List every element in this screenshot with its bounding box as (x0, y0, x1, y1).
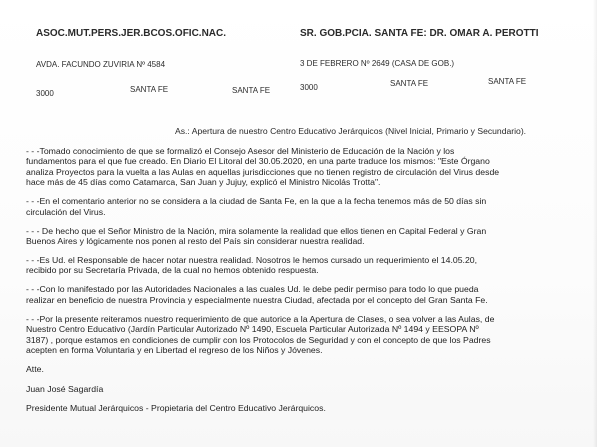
sender-street: AVDA. FACUNDO ZUVIRIA Nº 4584 (36, 60, 166, 69)
salutation: Atte. (26, 364, 44, 375)
paragraph-line: analiza Proyectos para la vuelta a las Aulas en aquellas jurisdicciones que no tienen registro de circulación del Virus desde (26, 166, 500, 177)
paragraph-line: Nuestro Centro Educativo (Jardín Particular Autorizado Nº 1490, Escuela Particular Autorizada Nº 1494 y EESOPA Nº (26, 324, 479, 335)
paragraph (26, 226, 586, 247)
paragraph (26, 146, 586, 188)
closing-block (26, 364, 586, 414)
recipient-street: 3 DE FEBRERO Nº 2649 (CASA DE GOB.) (300, 59, 455, 68)
paragraph-line: acepten en forma Voluntaria y en Libertad el regreso de los Niños y Jóvenes. (26, 345, 323, 356)
recipient-zip: 3000 (300, 83, 318, 92)
paragraph-line: hace más de 45 días como Catamarca, San Juan y Jujuy, explicó el Ministro Nicolás Trotta". (26, 177, 381, 188)
sender-city: SANTA FE (130, 85, 169, 94)
sender-name: ASOC.MUT.PERS.JER.BCOS.OFIC.NAC. (36, 28, 227, 39)
signer-name: Juan José Sagardía (26, 383, 104, 394)
paragraph-line: circulación del Virus. (26, 206, 106, 217)
sender-zip: 3000 (36, 89, 54, 98)
paragraph-line: - - -Con lo manifestado por las Autoridades Nacionales a las cuales Ud. le debe pedir permiso para todo lo que pueda (26, 284, 479, 295)
paragraph (26, 284, 586, 305)
sender-province: SANTA FE (232, 86, 271, 95)
recipient-name: SR. GOB.PCIA. SANTA FE: DR. OMAR A. PEROTTI (300, 28, 539, 39)
recipient-province: SANTA FE (488, 77, 527, 86)
paragraph-line: - - -En el comentario anterior no se considera a la ciudad de Santa Fe, en la que a la fecha tenemos más de 50 días sin (26, 196, 487, 207)
paragraph-line: 3187) , porque estamos en condiciones de cumplir con los Protocolos de Seguridad y con el concepto de que los Padres (26, 334, 491, 345)
paragraph-line: - - -Es Ud. el Responsable de hacer notar nuestra realidad. Nosotros le hemos cursado un requerimiento el 14.05.20, (26, 255, 478, 266)
paragraph (26, 196, 586, 217)
recipient-city: SANTA FE (390, 79, 429, 88)
paragraph (26, 314, 586, 356)
paragraph-line: - - -Por la presente reiteramos nuestro requerimiento de que autorice a la Apertura de Clases, o sea volver a las Aulas, de (26, 313, 495, 324)
paragraph-line: - - - De hecho que el Señor Ministro de la Nación, mira solamente la realidad que ellos tienen en Capital Federal y Gran (26, 225, 487, 236)
subject-line: As.: Apertura de nuestro Centro Educativo Jerárquicos (Nivel Inicial, Primario y Secundario). (175, 126, 527, 136)
paragraph-line: realizar en beneficio de nuestra Provincia y especialmente nuestra Ciudad, afectada por el concepto del Gran Santa Fe. (26, 294, 488, 305)
paragraph-line: fundamentos para el que fue creado. En Diario El Litoral del 30.05.2020, en una parte traduce los mismos: "Este Órgano (26, 156, 490, 167)
paragraph-line: Buenos Aires y lógicamente nos ponen al resto del País sin considerar nuestra realidad. (26, 236, 365, 247)
paragraph-line: - - -Tomado conocimiento de que se formalizó el Consejo Asesor del Ministerio de Educación de la Nación y los (26, 146, 455, 156)
signer-title: Presidente Mutual Jerárquicos - Propietaria del Centro Educativo Jerárquicos. (26, 403, 326, 414)
letter-body (26, 146, 586, 423)
paragraph-line: recibido por su Secretaría Privada, de la cual no hemos obtenido respuesta. (26, 265, 319, 276)
paragraph (26, 255, 586, 276)
scan-edge-shadow (593, 0, 597, 447)
